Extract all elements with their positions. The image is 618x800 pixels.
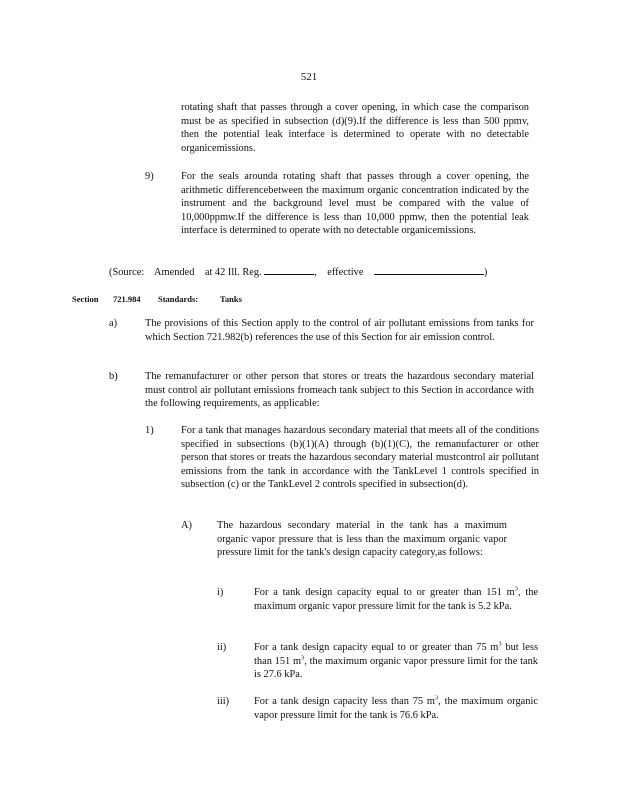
source-comma: , — [314, 267, 317, 278]
source-open: (Source: — [109, 267, 145, 278]
section-number: 721.984 — [113, 294, 141, 304]
section-label: Section — [72, 294, 99, 304]
subsection-b-text: The remanufacturer or other person that stores or treats the hazardous secondary material must control air pollutant emissions fromeach tank subject to this Section in accordance with the following requirements, as applicable: — [145, 371, 534, 409]
item-ii-text — [254, 641, 538, 682]
item-iii-text-after: , the maximum organic vapor pressure limit for the tank is 76.6 kPa. — [254, 696, 538, 721]
item-ii-sup-1: 3 — [498, 640, 502, 648]
continuation-paragraph: rotating shaft that passes through a cover opening, in which case the comparison must be as specified in subsection (d)(9).If the difference is less than 500 ppmv, then the potential leak interface is determined to operate with no detectable organicemissions. — [181, 102, 529, 154]
item-i-sup: 3 — [514, 585, 518, 593]
subsection-a-marker: a) — [109, 318, 118, 329]
source-reg: at 42 Ill. Reg. — [204, 267, 262, 278]
item-ii-marker: ii) — [217, 642, 227, 653]
item-ii-sup-2: 3 — [301, 654, 305, 662]
item-ii-text-after: , the maximum organic vapor pressure limit for the tank is 27.6 kPa. — [254, 655, 538, 680]
source-close: ) — [483, 267, 488, 278]
item-9-text: For the seals arounda rotating shaft that passes through a cover opening, the arithmetic differencebetween the maximum organic concentration indicated by the instrument and the background level must be compared with the value of 10,000ppmw.If the difference is less than 10,000 ppmw, then the potential leak interface is determined to operate with no detectable organicemissions. — [181, 171, 529, 236]
page-number: 521 — [300, 71, 318, 83]
subsection-b-marker: b) — [109, 371, 118, 382]
item-A-text: The hazardous secondary material in the tank has a maximum organic vapor pressure that is less than the maximum organic vapor pressure limit for the tank's design capacity category,as follows: — [217, 520, 507, 558]
item-iii-text-before: For a tank design capacity less than 75 m — [254, 696, 435, 707]
item-9-marker: 9) — [145, 171, 154, 182]
item-ii-text-before: For a tank design capacity equal to or greater than 75 m — [254, 642, 499, 653]
section-title-1: Standards: — [158, 294, 199, 304]
item-iii-sup: 3 — [434, 694, 439, 702]
item-i-text-before: For a tank design capacity equal to or greater than 151 m — [254, 587, 515, 598]
source-amended: Amended — [154, 267, 195, 278]
item-b1-marker: 1) — [145, 425, 154, 436]
item-iii-text — [254, 695, 538, 722]
item-iii-marker: iii) — [217, 696, 230, 707]
item-i-text — [254, 586, 538, 613]
item-i-text-after: , the maximum organic vapor pressure limit for the tank is 5.2 kPa. — [254, 587, 539, 612]
item-b1-text: For a tank that manages hazardous secondary material that meets all of the conditions specified in subsections (b)(1)(A) through (b)(1)(C), the remanufacturer or other person that stores or treats the hazardous secondary material mustcontrol air pollutant emissions from the tank in accordance with the TankLevel 1 controls specified in subsection (c) or the TankLevel 2 controls specified in subsection(d). — [181, 425, 539, 490]
item-i-marker: i) — [217, 587, 224, 598]
source-reg-blank — [264, 264, 314, 275]
source-effective: effective — [327, 267, 364, 278]
source-note — [109, 264, 549, 280]
item-ii-text-middle: but less than 151 m — [254, 642, 538, 667]
section-title-2: Tanks — [220, 294, 242, 304]
subsection-a-text: The provisions of this Section apply to the control of air pollutant emissions from tanks for which Section 721.982(b) references the use of this Section for air emission control. — [145, 318, 534, 343]
item-A-marker: A) — [181, 520, 192, 531]
source-effective-blank — [374, 264, 484, 275]
